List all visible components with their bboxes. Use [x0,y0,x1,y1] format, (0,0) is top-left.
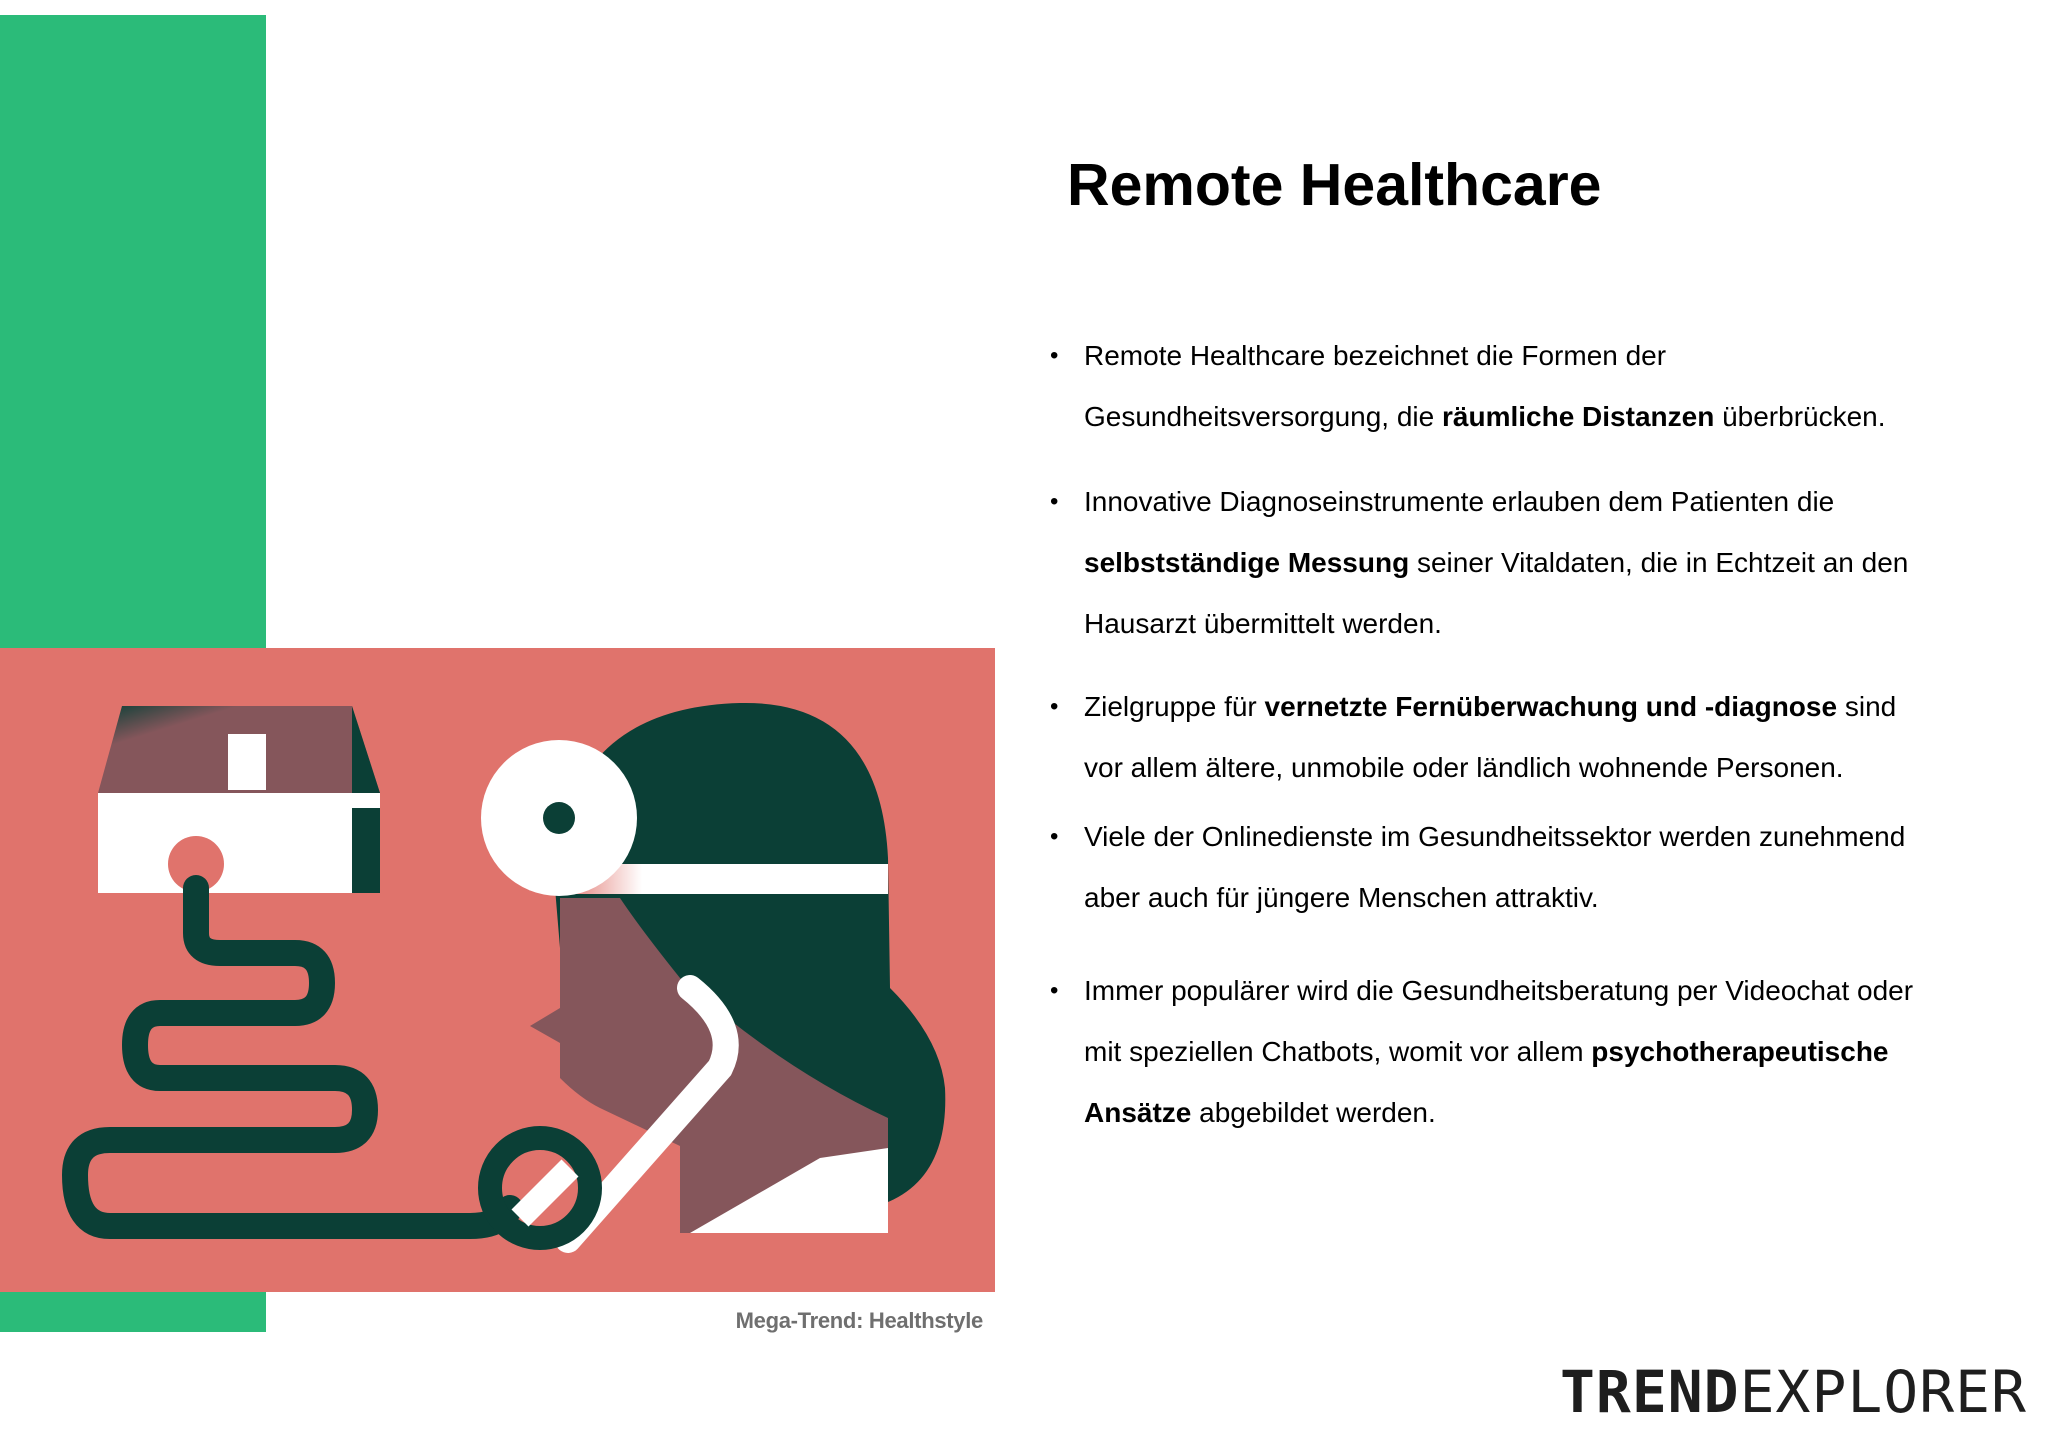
bullet-segment: Gesundheitsversorgung, die [1084,401,1442,432]
bullet-text [1084,821,1905,913]
bullet-dot: • [1050,488,1059,515]
bullet-item [1050,676,2004,798]
bullet-dot: • [1050,342,1059,369]
bullet-segment: Zielgruppe für [1084,691,1265,722]
bullet-item [1050,325,2004,447]
bullet-segment: sind [1837,691,1897,722]
bullet-segment: abgebildet werden. [1191,1097,1436,1128]
house-icon [98,706,380,893]
bullet-item [1050,960,2004,1143]
bullet-text [1084,691,1896,783]
bullet-segment: Viele der Onlinedienste im Gesundheitssektor werden zunehmend [1084,821,1906,852]
bullet-text [1084,975,1913,1128]
slide-title: Remote Healthcare [1067,152,1602,218]
bullet-segment: aber auch für jüngere Menschen attraktiv. [1084,882,1599,913]
image-caption: Mega-Trend: Healthstyle [735,1308,983,1333]
bullet-text [1084,486,1908,639]
bullet-item [1050,471,2004,654]
bullet-emphasis: Ansätze [1084,1097,1192,1128]
head-mirror-icon [481,740,637,896]
bullet-segment: überbrücken. [1714,401,1886,432]
bullet-emphasis: selbstständige Messung [1084,547,1410,578]
remote-healthcare-illustration [0,648,995,1292]
bullet-dot: • [1050,823,1059,850]
bullet-dot: • [1050,977,1059,1004]
bullet-segment: Remote Healthcare bezeichnet die Formen der [1084,340,1667,371]
bullet-text [1084,340,1886,432]
bullet-dot: • [1050,693,1059,720]
bullet-segment: vor allem ältere, unmobile oder ländlich wohnende Personen. [1084,752,1844,783]
bullet-emphasis: räumliche Distanzen [1442,401,1715,432]
bullet-emphasis: psychotherapeutische [1591,1036,1889,1067]
stethoscope-cable-icon [75,888,510,1226]
bullet-segment: seiner Vitaldaten, die in Echtzeit an den [1409,547,1909,578]
bullet-segment: Hausarzt übermittelt werden. [1084,608,1442,639]
bullet-segment: mit speziellen Chatbots, womit vor allem [1084,1036,1592,1067]
trendexplorer-logo [1560,1358,2027,1426]
logo-part-explorer: EXPLORER [1739,1358,2027,1426]
logo-part-trend: TREND [1560,1358,1740,1426]
bullet-segment: Immer populärer wird die Gesundheitsberatung per Videochat oder [1084,975,1914,1006]
bullet-segment: Innovative Diagnoseinstrumente erlauben dem Patienten die [1084,486,1835,517]
bullet-item [1050,806,2004,928]
bullet-emphasis: vernetzte Fernüberwachung und -diagnose [1264,691,1838,722]
